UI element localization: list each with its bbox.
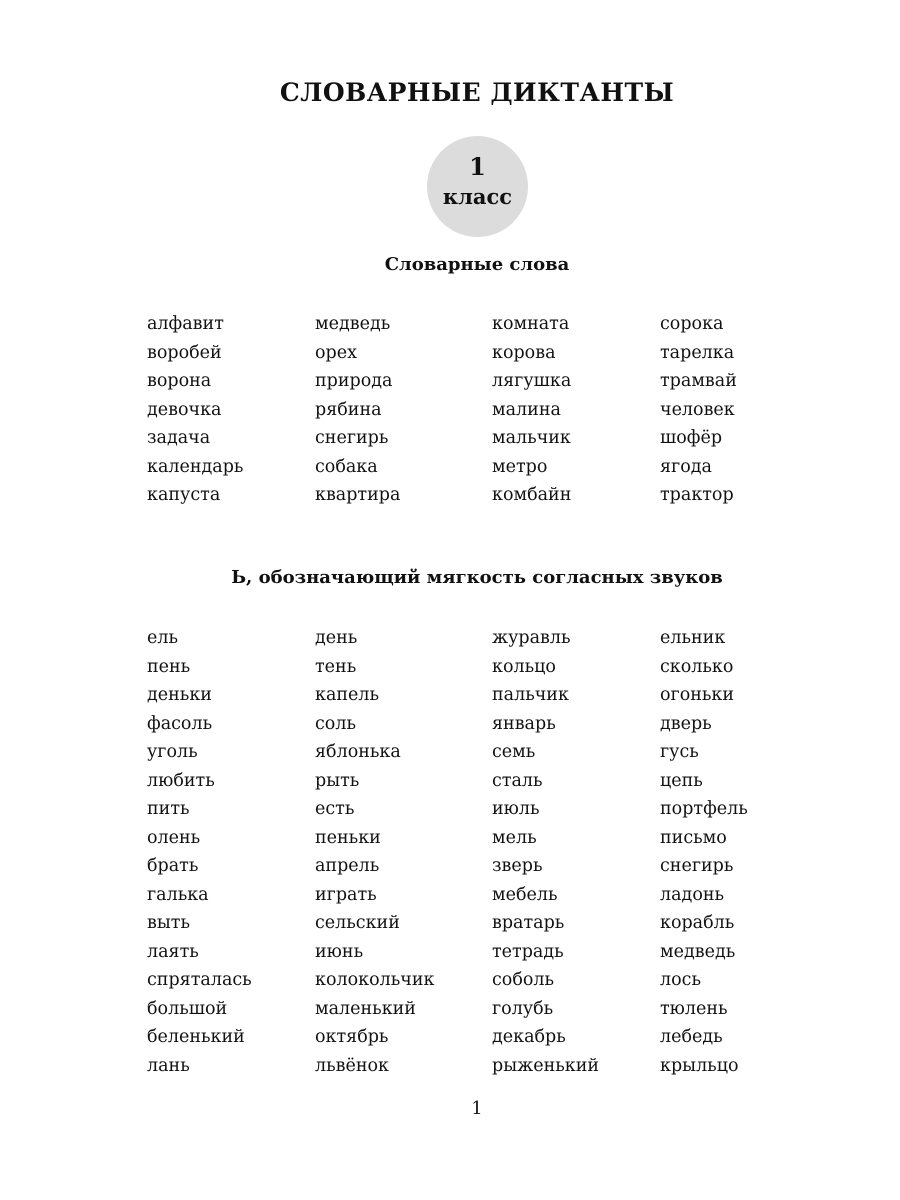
word-item: спряталась: [147, 970, 252, 990]
word-item: большой: [147, 998, 228, 1019]
word-item: пальчик: [492, 685, 569, 705]
word-item: лось: [660, 970, 701, 990]
word-column: [492, 310, 571, 510]
word-item: дверь: [660, 713, 712, 734]
word-item: лаять: [147, 941, 199, 962]
word-item: портфель: [660, 799, 748, 819]
word-item: метро: [492, 456, 548, 477]
word-item: лебедь: [660, 1027, 723, 1047]
word-item: соль: [315, 713, 356, 734]
grade-number: 1: [469, 152, 486, 181]
page-number: 1: [471, 1098, 483, 1119]
word-column: [315, 624, 434, 1080]
word-item: маленький: [315, 998, 416, 1019]
word-column: [660, 310, 737, 510]
word-item: крыльцо: [660, 1055, 739, 1076]
word-item: зверь: [492, 856, 543, 876]
word-item: сельский: [315, 913, 400, 933]
word-item: ельник: [660, 628, 726, 648]
word-item: алфавит: [147, 314, 224, 334]
word-item: огоньки: [660, 685, 735, 705]
word-column: [147, 310, 243, 510]
word-item: январь: [492, 713, 556, 734]
word-item: комбайн: [492, 485, 572, 505]
word-item: тетрадь: [492, 941, 564, 962]
word-item: тюлень: [660, 998, 728, 1019]
word-item: июль: [492, 799, 540, 819]
word-item: львёнок: [315, 1055, 389, 1076]
word-item: гусь: [660, 742, 699, 762]
word-item: пень: [147, 656, 191, 677]
grade-label: класс: [442, 184, 513, 209]
word-item: лань: [147, 1055, 190, 1076]
word-item: квартира: [315, 485, 401, 505]
section-title-soft-sign: Ь, обозначающий мягкость согласных звуков: [231, 567, 723, 588]
word-column: [315, 310, 400, 510]
word-item: июнь: [315, 941, 364, 962]
word-item: трамвай: [660, 371, 737, 391]
word-item: вратарь: [492, 913, 565, 933]
word-item: медведь: [315, 314, 391, 334]
word-item: воробей: [147, 342, 222, 363]
grade-badge: [427, 136, 528, 237]
word-item: рыженький: [492, 1055, 600, 1076]
word-item: ладонь: [660, 884, 725, 905]
word-item: тарелка: [660, 342, 735, 363]
word-item: медведь: [660, 941, 736, 962]
word-item: малина: [492, 399, 561, 420]
word-item: снегирь: [660, 856, 734, 876]
word-item: выть: [147, 913, 190, 933]
word-item: письмо: [660, 827, 727, 848]
word-item: пить: [147, 799, 190, 819]
word-item: мель: [492, 827, 537, 848]
word-column: [660, 624, 748, 1080]
word-item: соболь: [492, 970, 555, 990]
word-item: декабрь: [492, 1027, 566, 1047]
page-title: СЛОВАРНЫЕ ДИКТАНТЫ: [279, 78, 675, 107]
word-item: мальчик: [492, 428, 571, 448]
word-column: [147, 624, 252, 1080]
word-item: ворона: [147, 371, 212, 391]
word-item: рыть: [315, 770, 360, 791]
word-item: шофёр: [660, 428, 723, 448]
word-item: сорока: [660, 314, 724, 334]
word-item: играть: [315, 884, 377, 905]
word-item: сколько: [660, 656, 734, 677]
word-item: апрель: [315, 856, 380, 876]
word-item: тень: [315, 656, 357, 677]
word-item: уголь: [147, 742, 198, 762]
word-item: олень: [147, 827, 201, 848]
word-item: календарь: [147, 456, 244, 477]
word-item: трактор: [660, 485, 734, 505]
word-item: капель: [315, 685, 380, 705]
word-item: корова: [492, 342, 556, 363]
word-item: любить: [147, 770, 215, 791]
word-item: девочка: [147, 399, 222, 420]
word-item: брать: [147, 856, 199, 876]
word-item: лягушка: [492, 371, 572, 391]
word-item: пеньки: [315, 827, 381, 848]
word-item: задача: [147, 428, 211, 448]
word-item: природа: [315, 371, 393, 391]
word-item: журавль: [492, 628, 571, 648]
word-item: голубь: [492, 998, 554, 1019]
word-item: день: [315, 628, 358, 648]
word-item: кольцо: [492, 656, 556, 677]
word-item: семь: [492, 742, 536, 762]
word-item: сталь: [492, 770, 543, 791]
word-item: октябрь: [315, 1027, 389, 1047]
section-title-vocabulary: Словарные слова: [384, 254, 570, 275]
word-item: деньки: [147, 685, 212, 705]
word-item: ель: [147, 628, 179, 648]
word-item: цепь: [660, 770, 703, 791]
word-item: мебель: [492, 884, 558, 905]
word-item: беленький: [147, 1027, 245, 1047]
word-item: человек: [660, 399, 735, 420]
word-item: фасоль: [147, 713, 213, 734]
word-item: корабль: [660, 913, 735, 933]
word-item: галька: [147, 884, 209, 905]
word-item: комната: [492, 314, 570, 334]
word-column: [492, 624, 599, 1080]
word-item: есть: [315, 799, 355, 819]
word-item: яблонька: [315, 742, 401, 762]
word-item: капуста: [147, 485, 221, 505]
word-item: снегирь: [315, 428, 389, 448]
word-item: колокольчик: [315, 970, 435, 990]
word-item: орех: [315, 342, 357, 363]
word-item: ягода: [660, 456, 712, 477]
word-item: собака: [315, 456, 378, 477]
word-item: рябина: [315, 399, 382, 420]
